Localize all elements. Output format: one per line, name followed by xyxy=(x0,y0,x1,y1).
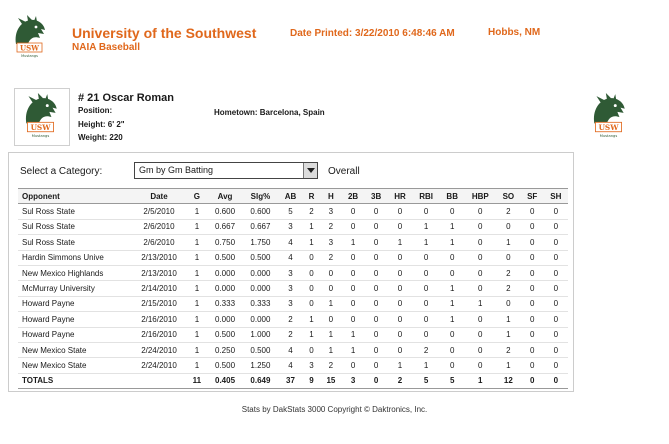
table-cell: 3 xyxy=(278,296,303,311)
table-cell: 1.250 xyxy=(243,358,278,373)
table-cell: 1 xyxy=(388,235,413,250)
table-cell: 1 xyxy=(496,312,521,327)
table-cell: 0 xyxy=(365,235,388,250)
totals-label: TOTALS xyxy=(18,373,131,388)
totals-cell: 1 xyxy=(465,373,496,388)
table-cell: 0 xyxy=(320,281,341,296)
table-cell: 0 xyxy=(465,312,496,327)
totals-cell: 15 xyxy=(320,373,341,388)
table-cell: 1 xyxy=(187,327,208,342)
table-cell: 2/6/2010 xyxy=(131,219,186,234)
table-cell: 0 xyxy=(303,281,320,296)
totals-cell: 0.405 xyxy=(207,373,242,388)
table-cell: 0 xyxy=(412,250,440,265)
table-cell: 0 xyxy=(388,219,413,234)
totals-cell: 2 xyxy=(388,373,413,388)
table-cell: 0 xyxy=(544,265,568,280)
table-cell: 1 xyxy=(187,358,208,373)
table-cell: 0 xyxy=(465,342,496,357)
table-cell: 1 xyxy=(187,219,208,234)
table-cell: 0 xyxy=(412,312,440,327)
table-row xyxy=(18,296,568,311)
table-cell: 2 xyxy=(496,204,521,219)
table-cell: 2/5/2010 xyxy=(131,204,186,219)
table-cell: 1 xyxy=(342,342,365,357)
table-cell: 2 xyxy=(320,250,341,265)
table-cell: 0 xyxy=(440,250,465,265)
table-cell: 1 xyxy=(187,204,208,219)
table-cell: 1 xyxy=(342,235,365,250)
table-cell: 1 xyxy=(440,296,465,311)
table-cell: 0 xyxy=(440,358,465,373)
batting-stats-table xyxy=(18,188,568,389)
table-cell: 0 xyxy=(544,312,568,327)
table-cell: 0 xyxy=(544,219,568,234)
table-cell: 0 xyxy=(342,312,365,327)
table-cell: Sul Ross State xyxy=(18,235,131,250)
mustang-logo-icon xyxy=(18,92,64,138)
table-cell: Hardin Simmons Unive xyxy=(18,250,131,265)
city-label: Hobbs, NM xyxy=(488,27,541,38)
column-header-hbp: HBP xyxy=(465,189,496,204)
table-cell: 3 xyxy=(278,265,303,280)
table-cell: 0.500 xyxy=(243,342,278,357)
table-cell: 4 xyxy=(278,250,303,265)
table-row xyxy=(18,219,568,234)
table-cell: 1.000 xyxy=(243,327,278,342)
table-cell: 0.000 xyxy=(243,312,278,327)
table-cell: 0 xyxy=(365,250,388,265)
table-cell: 0 xyxy=(544,296,568,311)
footer-credit: Stats by DakStats 3000 Copyright © Daktronics, Inc. xyxy=(241,405,428,414)
player-name: # 21 Oscar Roman xyxy=(78,92,174,104)
category-select-value: Gm by Gm Batting xyxy=(139,165,214,175)
table-cell: 0 xyxy=(521,296,544,311)
table-cell: 0.000 xyxy=(243,265,278,280)
table-cell: 0 xyxy=(342,204,365,219)
table-cell: 0 xyxy=(365,342,388,357)
table-cell: 0 xyxy=(544,358,568,373)
table-cell: 2 xyxy=(412,342,440,357)
table-cell: 2/6/2010 xyxy=(131,235,186,250)
table-cell: Howard Payne xyxy=(18,327,131,342)
table-cell: 4 xyxy=(278,358,303,373)
table-row xyxy=(18,342,568,357)
totals-cell: 9 xyxy=(303,373,320,388)
table-cell: 0.600 xyxy=(207,204,242,219)
overall-link[interactable]: Overall xyxy=(328,166,360,177)
table-cell: 1 xyxy=(320,296,341,311)
table-cell: 4 xyxy=(278,342,303,357)
svg-text:USW: USW xyxy=(19,43,40,53)
table-cell: 1 xyxy=(187,265,208,280)
table-cell: 0.000 xyxy=(243,281,278,296)
table-cell: 1 xyxy=(303,235,320,250)
dropdown-arrow-icon[interactable] xyxy=(303,163,317,178)
table-cell: 1 xyxy=(412,219,440,234)
table-cell: 2/13/2010 xyxy=(131,250,186,265)
table-cell: 1 xyxy=(187,296,208,311)
table-cell: 0.333 xyxy=(207,296,242,311)
table-cell: 0 xyxy=(544,250,568,265)
table-cell: 0 xyxy=(365,204,388,219)
table-cell: 2/13/2010 xyxy=(131,265,186,280)
table-cell: 0 xyxy=(521,312,544,327)
table-cell: 0 xyxy=(465,327,496,342)
table-cell: 1 xyxy=(187,281,208,296)
table-cell: 1 xyxy=(303,312,320,327)
table-cell: 0.500 xyxy=(243,250,278,265)
table-cell: 0 xyxy=(521,342,544,357)
column-header-r: R xyxy=(303,189,320,204)
university-subtitle: NAIA Baseball xyxy=(72,42,140,53)
table-cell: 0 xyxy=(544,235,568,250)
column-header-date: Date xyxy=(131,189,186,204)
column-header-3b: 3B xyxy=(365,189,388,204)
svg-text:USW: USW xyxy=(30,123,51,133)
table-cell: 0.667 xyxy=(207,219,242,234)
table-cell: 0 xyxy=(365,281,388,296)
table-header-row xyxy=(18,189,568,204)
table-cell: New Mexico State xyxy=(18,358,131,373)
table-cell: 1 xyxy=(303,219,320,234)
table-cell: 0 xyxy=(465,265,496,280)
table-cell: 0 xyxy=(544,342,568,357)
table-cell: 1 xyxy=(187,342,208,357)
table-cell: 3 xyxy=(320,204,341,219)
totals-cell: 12 xyxy=(496,373,521,388)
table-cell: 0 xyxy=(303,296,320,311)
university-title: University of the Southwest xyxy=(72,25,257,41)
table-cell: 1 xyxy=(412,235,440,250)
table-cell: 0 xyxy=(521,204,544,219)
player-weight: Weight: 220 xyxy=(78,133,123,142)
table-cell: 0 xyxy=(521,235,544,250)
table-cell: 1 xyxy=(496,358,521,373)
table-cell: 0 xyxy=(320,265,341,280)
table-cell: 0 xyxy=(388,327,413,342)
totals-row xyxy=(18,373,568,388)
svg-text:Mustangs: Mustangs xyxy=(31,133,50,138)
table-cell: 1 xyxy=(496,327,521,342)
table-cell: 1 xyxy=(440,281,465,296)
table-row xyxy=(18,250,568,265)
table-cell: 0 xyxy=(388,342,413,357)
table-cell: 1 xyxy=(412,358,440,373)
table-cell: 0 xyxy=(496,250,521,265)
table-cell: 0 xyxy=(544,204,568,219)
column-header-slg: Slg% xyxy=(243,189,278,204)
table-cell: 0 xyxy=(521,327,544,342)
totals-cell: 37 xyxy=(278,373,303,388)
table-cell: 0 xyxy=(342,265,365,280)
table-cell: 0.250 xyxy=(207,342,242,357)
column-header-so: SO xyxy=(496,189,521,204)
table-cell: 3 xyxy=(278,281,303,296)
table-cell: 2 xyxy=(496,281,521,296)
category-select[interactable] xyxy=(134,162,318,179)
table-cell: 0 xyxy=(388,312,413,327)
column-header-2b: 2B xyxy=(342,189,365,204)
table-cell: 0 xyxy=(412,281,440,296)
table-cell: 0 xyxy=(365,265,388,280)
table-cell: 0 xyxy=(365,219,388,234)
table-cell: 0 xyxy=(365,358,388,373)
table-cell: 0 xyxy=(521,281,544,296)
category-label: Select a Category: xyxy=(20,166,103,177)
table-cell: 0.000 xyxy=(207,281,242,296)
table-row xyxy=(18,327,568,342)
totals-cell: 5 xyxy=(440,373,465,388)
table-cell: 2/15/2010 xyxy=(131,296,186,311)
table-cell: 1 xyxy=(187,312,208,327)
table-cell: 0.667 xyxy=(243,219,278,234)
table-cell: 0.500 xyxy=(207,327,242,342)
totals-cell xyxy=(131,373,186,388)
totals-cell: 5 xyxy=(412,373,440,388)
table-cell: 0 xyxy=(342,358,365,373)
table-cell: Sul Ross State xyxy=(18,204,131,219)
table-cell: 3 xyxy=(303,358,320,373)
table-cell: 0 xyxy=(521,219,544,234)
column-header-sh: SH xyxy=(544,189,568,204)
player-hometown: Hometown: Barcelona, Spain xyxy=(214,108,325,117)
table-cell: 0.333 xyxy=(243,296,278,311)
table-cell: 4 xyxy=(278,235,303,250)
svg-text:USW: USW xyxy=(598,123,619,133)
table-cell: 0.600 xyxy=(243,204,278,219)
university-logo xyxy=(8,14,52,58)
table-cell: 2/24/2010 xyxy=(131,358,186,373)
table-cell: 0 xyxy=(365,296,388,311)
totals-cell: 11 xyxy=(187,373,208,388)
table-cell: 0.500 xyxy=(207,358,242,373)
column-header-g: G xyxy=(187,189,208,204)
side-logo xyxy=(586,92,632,138)
table-cell: 0 xyxy=(465,204,496,219)
totals-cell: 0.649 xyxy=(243,373,278,388)
table-cell: McMurray University xyxy=(18,281,131,296)
table-cell: 0 xyxy=(465,235,496,250)
table-cell: 0 xyxy=(320,312,341,327)
table-cell: 2 xyxy=(278,312,303,327)
table-cell: 1 xyxy=(440,219,465,234)
table-cell: 1 xyxy=(440,312,465,327)
table-cell: 0 xyxy=(465,358,496,373)
table-cell: 0 xyxy=(521,265,544,280)
column-header-h: H xyxy=(320,189,341,204)
table-cell: 2/24/2010 xyxy=(131,342,186,357)
table-cell: 0 xyxy=(465,219,496,234)
column-header-avg: Avg xyxy=(207,189,242,204)
table-cell: 0.500 xyxy=(207,250,242,265)
table-cell: 0 xyxy=(342,250,365,265)
totals-cell: 0 xyxy=(544,373,568,388)
table-cell: 0 xyxy=(388,265,413,280)
totals-cell: 0 xyxy=(365,373,388,388)
table-cell: 0 xyxy=(440,265,465,280)
table-cell: 0 xyxy=(365,312,388,327)
table-cell: 0 xyxy=(544,327,568,342)
table-cell: 1 xyxy=(388,358,413,373)
table-cell: 2 xyxy=(278,327,303,342)
table-cell: 5 xyxy=(278,204,303,219)
table-cell: 2/14/2010 xyxy=(131,281,186,296)
table-cell: 2 xyxy=(320,219,341,234)
player-logo xyxy=(18,92,64,138)
table-cell: New Mexico Highlands xyxy=(18,265,131,280)
column-header-bb: BB xyxy=(440,189,465,204)
table-cell: 0 xyxy=(521,358,544,373)
table-cell: 2/16/2010 xyxy=(131,312,186,327)
table-cell: 1 xyxy=(342,327,365,342)
date-printed: Date Printed: 3/22/2010 6:48:46 AM xyxy=(290,28,455,39)
table-cell: 0 xyxy=(465,281,496,296)
table-cell: 0 xyxy=(303,250,320,265)
column-header-sf: SF xyxy=(521,189,544,204)
table-cell: 0 xyxy=(440,327,465,342)
table-cell: 0 xyxy=(388,281,413,296)
column-header-opponent: Opponent xyxy=(18,189,131,204)
svg-text:Mustangs: Mustangs xyxy=(599,133,618,138)
table-cell: 0 xyxy=(496,219,521,234)
player-height: Height: 6' 2" xyxy=(78,120,125,129)
table-cell: 1 xyxy=(465,296,496,311)
column-header-hr: HR xyxy=(388,189,413,204)
table-row xyxy=(18,358,568,373)
table-row xyxy=(18,204,568,219)
table-cell: 1 xyxy=(187,235,208,250)
table-cell: 0 xyxy=(440,204,465,219)
table-cell: 1 xyxy=(320,327,341,342)
table-cell: 0 xyxy=(365,327,388,342)
table-cell: 0 xyxy=(521,250,544,265)
table-cell: 0 xyxy=(388,296,413,311)
totals-cell: 3 xyxy=(342,373,365,388)
table-cell: 1 xyxy=(320,342,341,357)
table-cell: 0 xyxy=(544,281,568,296)
table-cell: 3 xyxy=(278,219,303,234)
table-cell: 0.000 xyxy=(207,312,242,327)
table-cell: 0 xyxy=(412,204,440,219)
table-cell: 0 xyxy=(342,219,365,234)
table-cell: New Mexico State xyxy=(18,342,131,357)
table-cell: 0 xyxy=(342,296,365,311)
table-cell: 0 xyxy=(388,204,413,219)
column-header-rbi: RBI xyxy=(412,189,440,204)
table-cell: 0 xyxy=(440,342,465,357)
table-cell: 0 xyxy=(496,296,521,311)
table-cell: 2 xyxy=(496,342,521,357)
table-cell: 3 xyxy=(320,235,341,250)
table-cell: 0 xyxy=(388,250,413,265)
table-row xyxy=(18,312,568,327)
table-cell: 2 xyxy=(303,204,320,219)
table-cell: 0 xyxy=(303,265,320,280)
table-row xyxy=(18,265,568,280)
table-cell: 0.750 xyxy=(207,235,242,250)
table-cell: 1 xyxy=(440,235,465,250)
table-cell: 1.750 xyxy=(243,235,278,250)
table-cell: Howard Payne xyxy=(18,296,131,311)
table-cell: 0 xyxy=(303,342,320,357)
svg-text:Mustangs: Mustangs xyxy=(21,54,38,58)
player-position: Position: xyxy=(78,106,113,115)
totals-cell: 0 xyxy=(521,373,544,388)
table-cell: 0 xyxy=(412,296,440,311)
table-row xyxy=(18,281,568,296)
table-cell: 2 xyxy=(496,265,521,280)
table-cell: Sul Ross State xyxy=(18,219,131,234)
column-header-ab: AB xyxy=(278,189,303,204)
table-cell: 1 xyxy=(187,250,208,265)
table-cell: 0 xyxy=(412,327,440,342)
table-cell: 0 xyxy=(412,265,440,280)
mustang-logo-icon xyxy=(8,14,52,58)
table-cell: 0 xyxy=(465,250,496,265)
table-cell: 1 xyxy=(496,235,521,250)
table-cell: 0.000 xyxy=(207,265,242,280)
table-cell: 2 xyxy=(320,358,341,373)
table-cell: 1 xyxy=(303,327,320,342)
mustang-logo-icon xyxy=(586,92,632,138)
table-cell: 0 xyxy=(342,281,365,296)
table-row xyxy=(18,235,568,250)
table-cell: 2/16/2010 xyxy=(131,327,186,342)
table-cell: Howard Payne xyxy=(18,312,131,327)
